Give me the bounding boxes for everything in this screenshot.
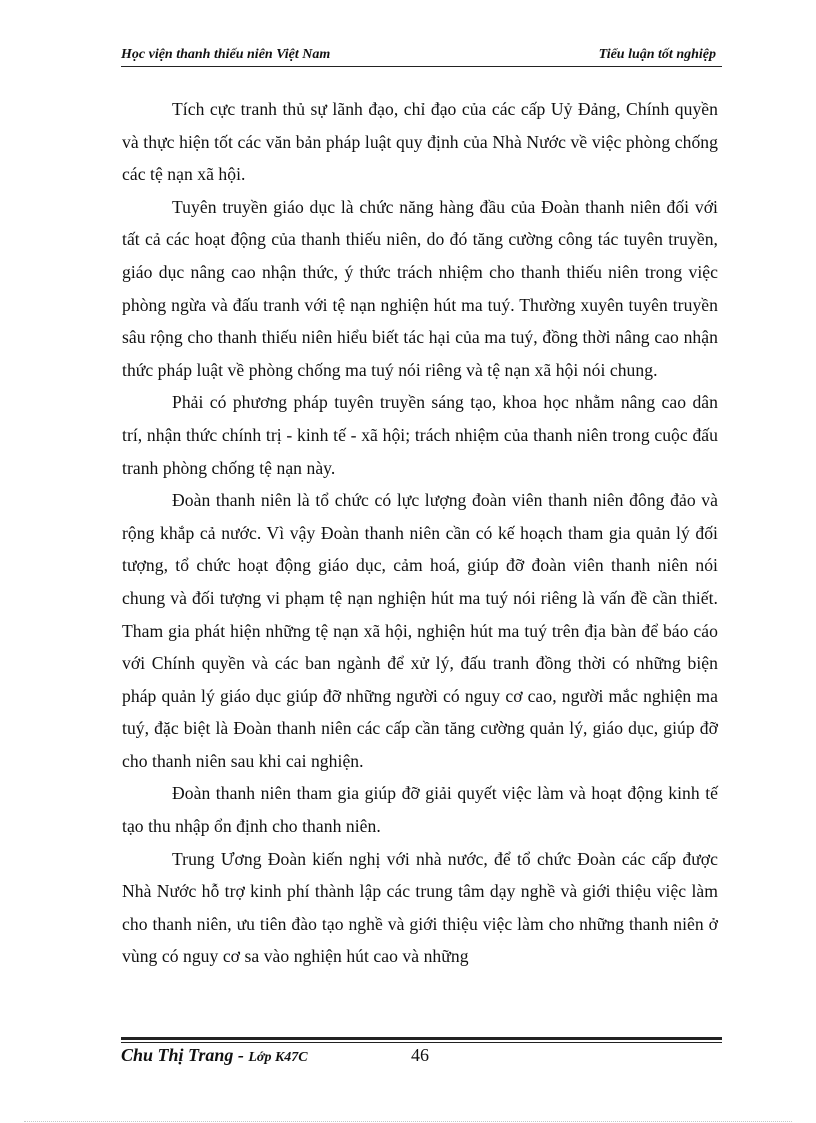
paragraph: Phải có phương pháp tuyên truyền sáng tạo, khoa học nhằm nâng cao dân trí, nhận thức chính trị - kinh tế - xã hội; trách nhiệm của thanh niên trong cuộc đấu tranh phòng chống tệ nạn này. xyxy=(122,392,718,478)
header-divider xyxy=(121,66,722,67)
paragraph: Tuyên truyền giáo dục là chức năng hàng đầu của Đoàn thanh niên đối với tất cả các hoạt động của thanh thiếu niên, do đó tăng cường công tác tuyên truyền, giáo dục nâng cao nhận thức, ý thức trách nhiệm cho thanh thiếu niên trong việc phòng ngừa và đấu tranh với tệ nạn nghiện hút ma tuý. Thường xuyên tuyên truyền sâu rộng cho thanh thiếu niên hiểu biết tác hại của ma tuý, đồng thời nâng cao nhận thức pháp luật về phòng chống ma tuý nói riêng và tệ nạn xã hội nói chung. xyxy=(122,196,718,380)
paragraph: Trung Ương Đoàn kiến nghị với nhà nước, để tổ chức Đoàn các cấp được Nhà Nước hỗ trợ kinh phí thành lập các trung tâm dạy nghề và giới thiệu việc làm cho thanh niên, ưu tiên đào tạo nghề và giới thiệu việc làm cho những thanh niên ở vùng có nguy cơ sa vào nghiện hút cao và những xyxy=(122,848,718,967)
header-institution: Học viện thanh thiếu niên Việt Nam xyxy=(121,47,331,62)
page-number: 46 xyxy=(411,1045,429,1065)
footer-class: Lớp K47C xyxy=(248,1050,308,1065)
footer-divider-thin xyxy=(121,1042,722,1043)
paragraph: Tích cực tranh thủ sự lãnh đạo, chỉ đạo của các cấp Uỷ Đảng, Chính quyền và thực hiện tốt các văn bản pháp luật quy định của Nhà Nước về việc phòng chống các tệ nạn xã hội. xyxy=(122,99,718,185)
page-footer xyxy=(121,1045,722,1069)
document-body xyxy=(122,93,718,973)
footer-author-name: Chu Thị Trang - xyxy=(121,1045,249,1065)
footer-divider-thick xyxy=(121,1037,722,1040)
paragraph: Đoàn thanh niên là tổ chức có lực lượng đoàn viên thanh niên đông đảo và rộng khắp cả nước. Vì vậy Đoàn thanh niên cần có kế hoạch tham gia quản lý đối tượng, tổ chức hoạt động giáo dục, cảm hoá, giúp đỡ đoàn viên thanh niên nói chung và đối tượng vi phạm tệ nạn nghiện hút ma tuý nói riêng là vấn đề cần thiết. Tham gia phát hiện những tệ nạn xã hội, nghiện hút ma tuý trên địa bàn để báo cáo với Chính quyền và các ban ngành để xử lý, đấu tranh đồng thời có những biện pháp quản lý giáo dục giúp đỡ những người có nguy cơ cao, người mắc nghiện ma tuý, đặc biệt là Đoàn thanh niên các cấp cần tăng cường quản lý, giáo dục, giúp đỡ cho thanh niên sau khi cai nghiện. xyxy=(122,490,718,771)
footer-author xyxy=(121,1045,308,1066)
page-header xyxy=(121,44,722,64)
paragraph: Đoàn thanh niên tham gia giúp đỡ giải quyết việc làm và hoạt động kinh tế tạo thu nhập ổn định cho thanh niên. xyxy=(122,783,718,837)
page-edge-divider xyxy=(24,1121,792,1122)
header-document-type: Tiểu luận tốt nghiệp xyxy=(598,47,716,62)
